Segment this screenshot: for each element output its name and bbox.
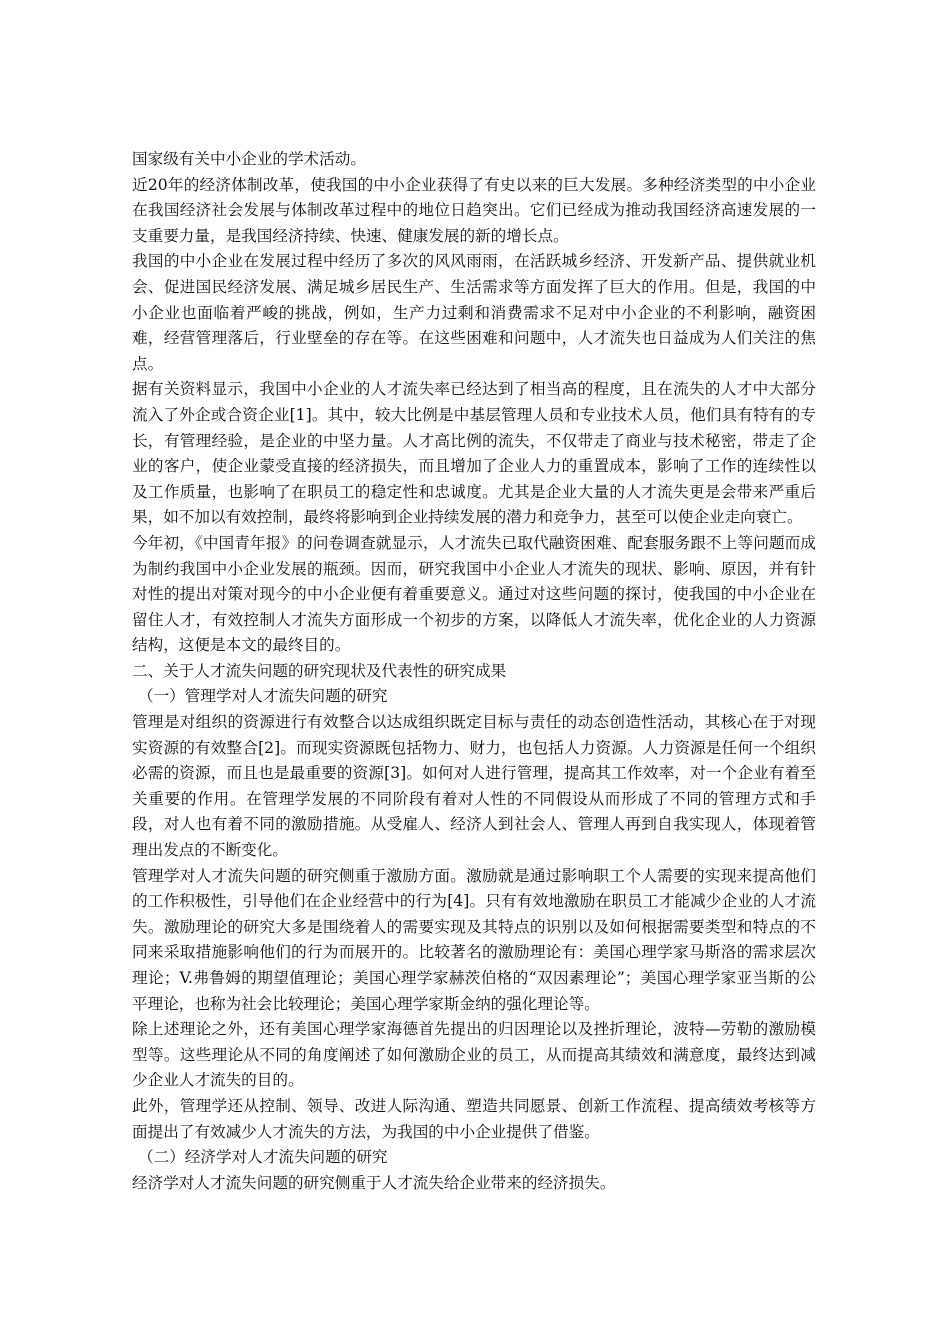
paragraph-motivation-theories: 管理学对人才流失问题的研究侧重于激励方面。激励就是通过影响职工个人需要的实现来提高他们的工作积极性，引导他们在企业经营中的行为[4]。只有有效地激励在职员工才能减少企业的人才流失。激励理论的研究大多是围绕着人的需要实现及其特点的识别以及如何根据需要类型和特点的不同来采取措施影响他们的行为而展开的。比较著名的激励理论有：美国心理学家马斯洛的需求层次理论；V.弗鲁姆的期望值理论；美国心理学家赫茨伯格的“双因素理论”；美国心理学家亚当斯的公平理论，也称为社会比较理论；美国心理学家斯金纳的强化理论等。	[132, 866, 816, 1013]
document-body	[132, 147, 816, 1196]
paragraph-other-theories: 除上述理论之外，还有美国心理学家海德首先提出的归因理论以及挫折理论，波特—劳勒的激励模型等。这些理论从不同的角度阐述了如何激励企业的员工，从而提高其绩效和满意度，最终达到减少企业人才流失的目的。	[132, 1020, 816, 1090]
paragraph-management-methods: 此外，管理学还从控制、领导、改进人际沟通、塑造共同愿景、创新工作流程、提高绩效考核等方面提出了有效减少人才流失的方法，为我国的中小企业提供了借鉴。	[132, 1096, 816, 1141]
paragraph-intro-end: 国家级有关中小企业的学术活动。	[132, 150, 366, 168]
paragraph-reform: 近20年的经济体制改革，使我国的中小企业获得了有史以来的巨大发展。多种经济类型的中小企业在我国经济社会发展与体制改革过程中的地位日趋突出。它们已经成为推动我国经济高速发展的一支重要力量，是我国经济持续、快速、健康发展的新的增长点。	[132, 175, 816, 245]
paragraph-management-definition: 管理是对组织的资源进行有效整合以达成组织既定目标与责任的动态创造性活动，其核心在于对现实资源的有效整合[2]。而现实资源既包括物力、财力，也包括人力资源。人力资源是任何一个组织必需的资源，而且也是最重要的资源[3]。如何对人进行管理，提高其工作效率，对一个企业有着至关重要的作用。在管理学发展的不同阶段有着对人性的不同假设从而形成了不同的管理方式和手段，对人也有着不同的激励措施。从受雇人、经济人到社会人、管理人再到自我实现人，体现着管理出发点的不断变化。	[132, 713, 816, 860]
subsection-heading-management: （一）管理学对人才流失问题的研究	[138, 687, 388, 706]
section-heading-2: 二、关于人才流失问题的研究现状及代表性的研究成果	[132, 661, 507, 680]
paragraph-development: 我国的中小企业在发展过程中经历了多次的风风雨雨，在活跃城乡经济、开发新产品、提供就业机会、促进国民经济发展、满足城乡居民生产、生活需求等方面发挥了巨大的作用。但是，我国的中小企业也面临着严峻的挑战，例如，生产力过剩和消费需求不足对中小企业的不利影响，融资困难，经营管理落后，行业壁垒的存在等。在这些困难和问题中，人才流失也日益成为人们关注的焦点。	[132, 252, 816, 373]
paragraph-survey: 今年初，《中国青年报》的问卷调查就显示，人才流失已取代融资困难、配套服务跟不上等问题而成为制约我国中小企业发展的瓶颈。因而，研究我国中小企业人才流失的现状、影响、原因，并有针对性的提出对策对现今的中小企业便有着重要意义。通过对这些问题的探讨，使我国的中小企业在留住人才，有效控制人才流失方面形成一个初步的方案，以降低人才流失率，优化企业的人力资源结构，这便是本文的最终目的。	[132, 533, 816, 655]
paragraph-talent-loss-data: 据有关资料显示，我国中小企业的人才流失率已经达到了相当高的程度，且在流失的人才中大部分流入了外企或合资企业[1]。其中，较大比例是中基层管理人员和专业技术人员，他们具有特有的专长，有管理经验，是企业的中坚力量。人才高比例的流失，不仅带走了商业与技术秘密，带走了企业的客户，使企业蒙受直接的经济损失，而且增加了企业人力的重置成本，影响了工作的连续性以及工作质量，也影响了在职员工的稳定性和忠诚度。尤其是企业大量的人才流失更是会带来严重后果，如不加以有效控制，最终将影响到企业持续发展的潜力和竞争力，甚至可以使企业走向衰亡。	[132, 380, 816, 527]
paragraph-economics: 经济学对人才流失问题的研究侧重于人才流失给企业带来的经济损失。	[132, 1173, 616, 1192]
subsection-heading-economics: （二）经济学对人才流失问题的研究	[138, 1148, 388, 1167]
